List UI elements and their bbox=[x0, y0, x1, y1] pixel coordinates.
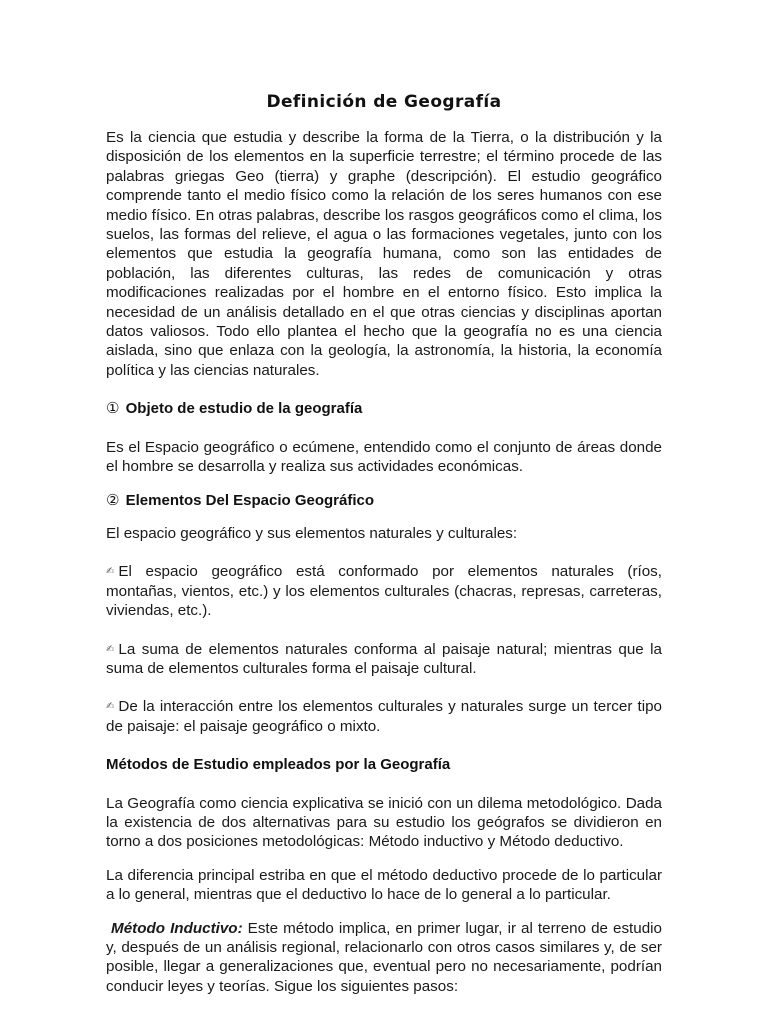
list-item bbox=[106, 697, 662, 736]
circled-number-two: ② bbox=[106, 490, 120, 509]
section-heading-objeto bbox=[106, 399, 662, 418]
section-heading-label: Objeto de estudio de la geografía bbox=[125, 400, 363, 418]
intro-paragraph: Es la ciencia que estudia y describe la forma de la Tierra, o la distribución y la disposición de los elementos en la superficie terrestre; el término procede de las palabras griegas Geo (tierra) y graphe (descripción). El estudio geográfico comprende tanto el medio físico como la relación de los seres humanos con ese medio físico. En otras palabras, describe los rasgos geográficos como el clima, los suelos, las formas del relieve, el agua o las formaciones vegetales, junto con los elementos que estudia la geografía humana, como son las entidades de población, las diferentes culturas, las redes de comunicación y otras modificaciones realizadas por el hombre en el entorno físico. Esto implica la necesidad de un análisis detallado en el que otras ciencias y disciplinas aportan datos valiosos. Todo ello plantea el hecho que la geografía no es una ciencia aislada, sino que enlaza con la geología, la astronomía, la historia, la economía política y las ciencias naturales. bbox=[106, 129, 662, 379]
list-item-text: La suma de elementos naturales conforma al paisaje natural; mientras que la suma de elementos culturales forma el paisaje cultural. bbox=[106, 640, 662, 677]
list-item bbox=[106, 562, 662, 620]
list-item-text: De la interacción entre los elementos culturales y naturales surge un tercer tipo de paisaje: el paisaje geográfico o mixto. bbox=[106, 698, 662, 735]
objeto-paragraph: Es el Espacio geográfico o ecúmene, entendido como el conjunto de áreas donde el hombre se desarrolla y realiza sus actividades económicas. bbox=[106, 438, 662, 476]
section-heading-label: Elementos Del Espacio Geográfico bbox=[125, 491, 375, 509]
list-item-text: El espacio geográfico está conformado por elementos naturales (ríos, montañas, vientos, etc.) y los elementos culturales (chacras, represas, carreteras, viviendas, etc.). bbox=[106, 563, 662, 620]
writing-hand-icon: ✍ bbox=[106, 701, 115, 713]
writing-hand-icon: ✍ bbox=[106, 643, 115, 655]
inductive-paragraph bbox=[106, 919, 662, 997]
section-heading-metodos: Métodos de Estudio empleados por la Geografía bbox=[106, 756, 451, 774]
metodos-paragraph-1: La Geografía como ciencia explicativa se inició con un dilema metodológico. Dada la existencia de dos alternativas para su estudio los geógrafos se dividieron en torno a dos posiciones metodológicas: Método inductivo y Método deductivo. bbox=[106, 794, 662, 851]
inductive-label: Método Inductivo: bbox=[111, 919, 243, 937]
document-title: Definición de Geografía bbox=[266, 92, 502, 112]
inductive-text: Este método implica, en primer lugar, ir al terreno de estudio y, después de un análisis regional, relacionarlo con otros casos similares y, de ser posible, llegar a generalizaciones que, eventual pero no necesariamente, podrían conducir leyes y teorías. Sigue los siguientes pasos: bbox=[106, 919, 662, 995]
writing-hand-icon: ✍ bbox=[106, 566, 115, 578]
elementos-lead: El espacio geográfico y sus elementos naturales y culturales: bbox=[106, 524, 518, 542]
section-heading-elementos bbox=[106, 491, 662, 510]
list-item bbox=[106, 640, 662, 679]
circled-number-one: ① bbox=[106, 399, 120, 418]
metodos-paragraph-2: La diferencia principal estriba en que el método deductivo procede de lo particular a lo general, mientras que el deductivo lo hace de lo general a lo particular. bbox=[106, 866, 662, 904]
